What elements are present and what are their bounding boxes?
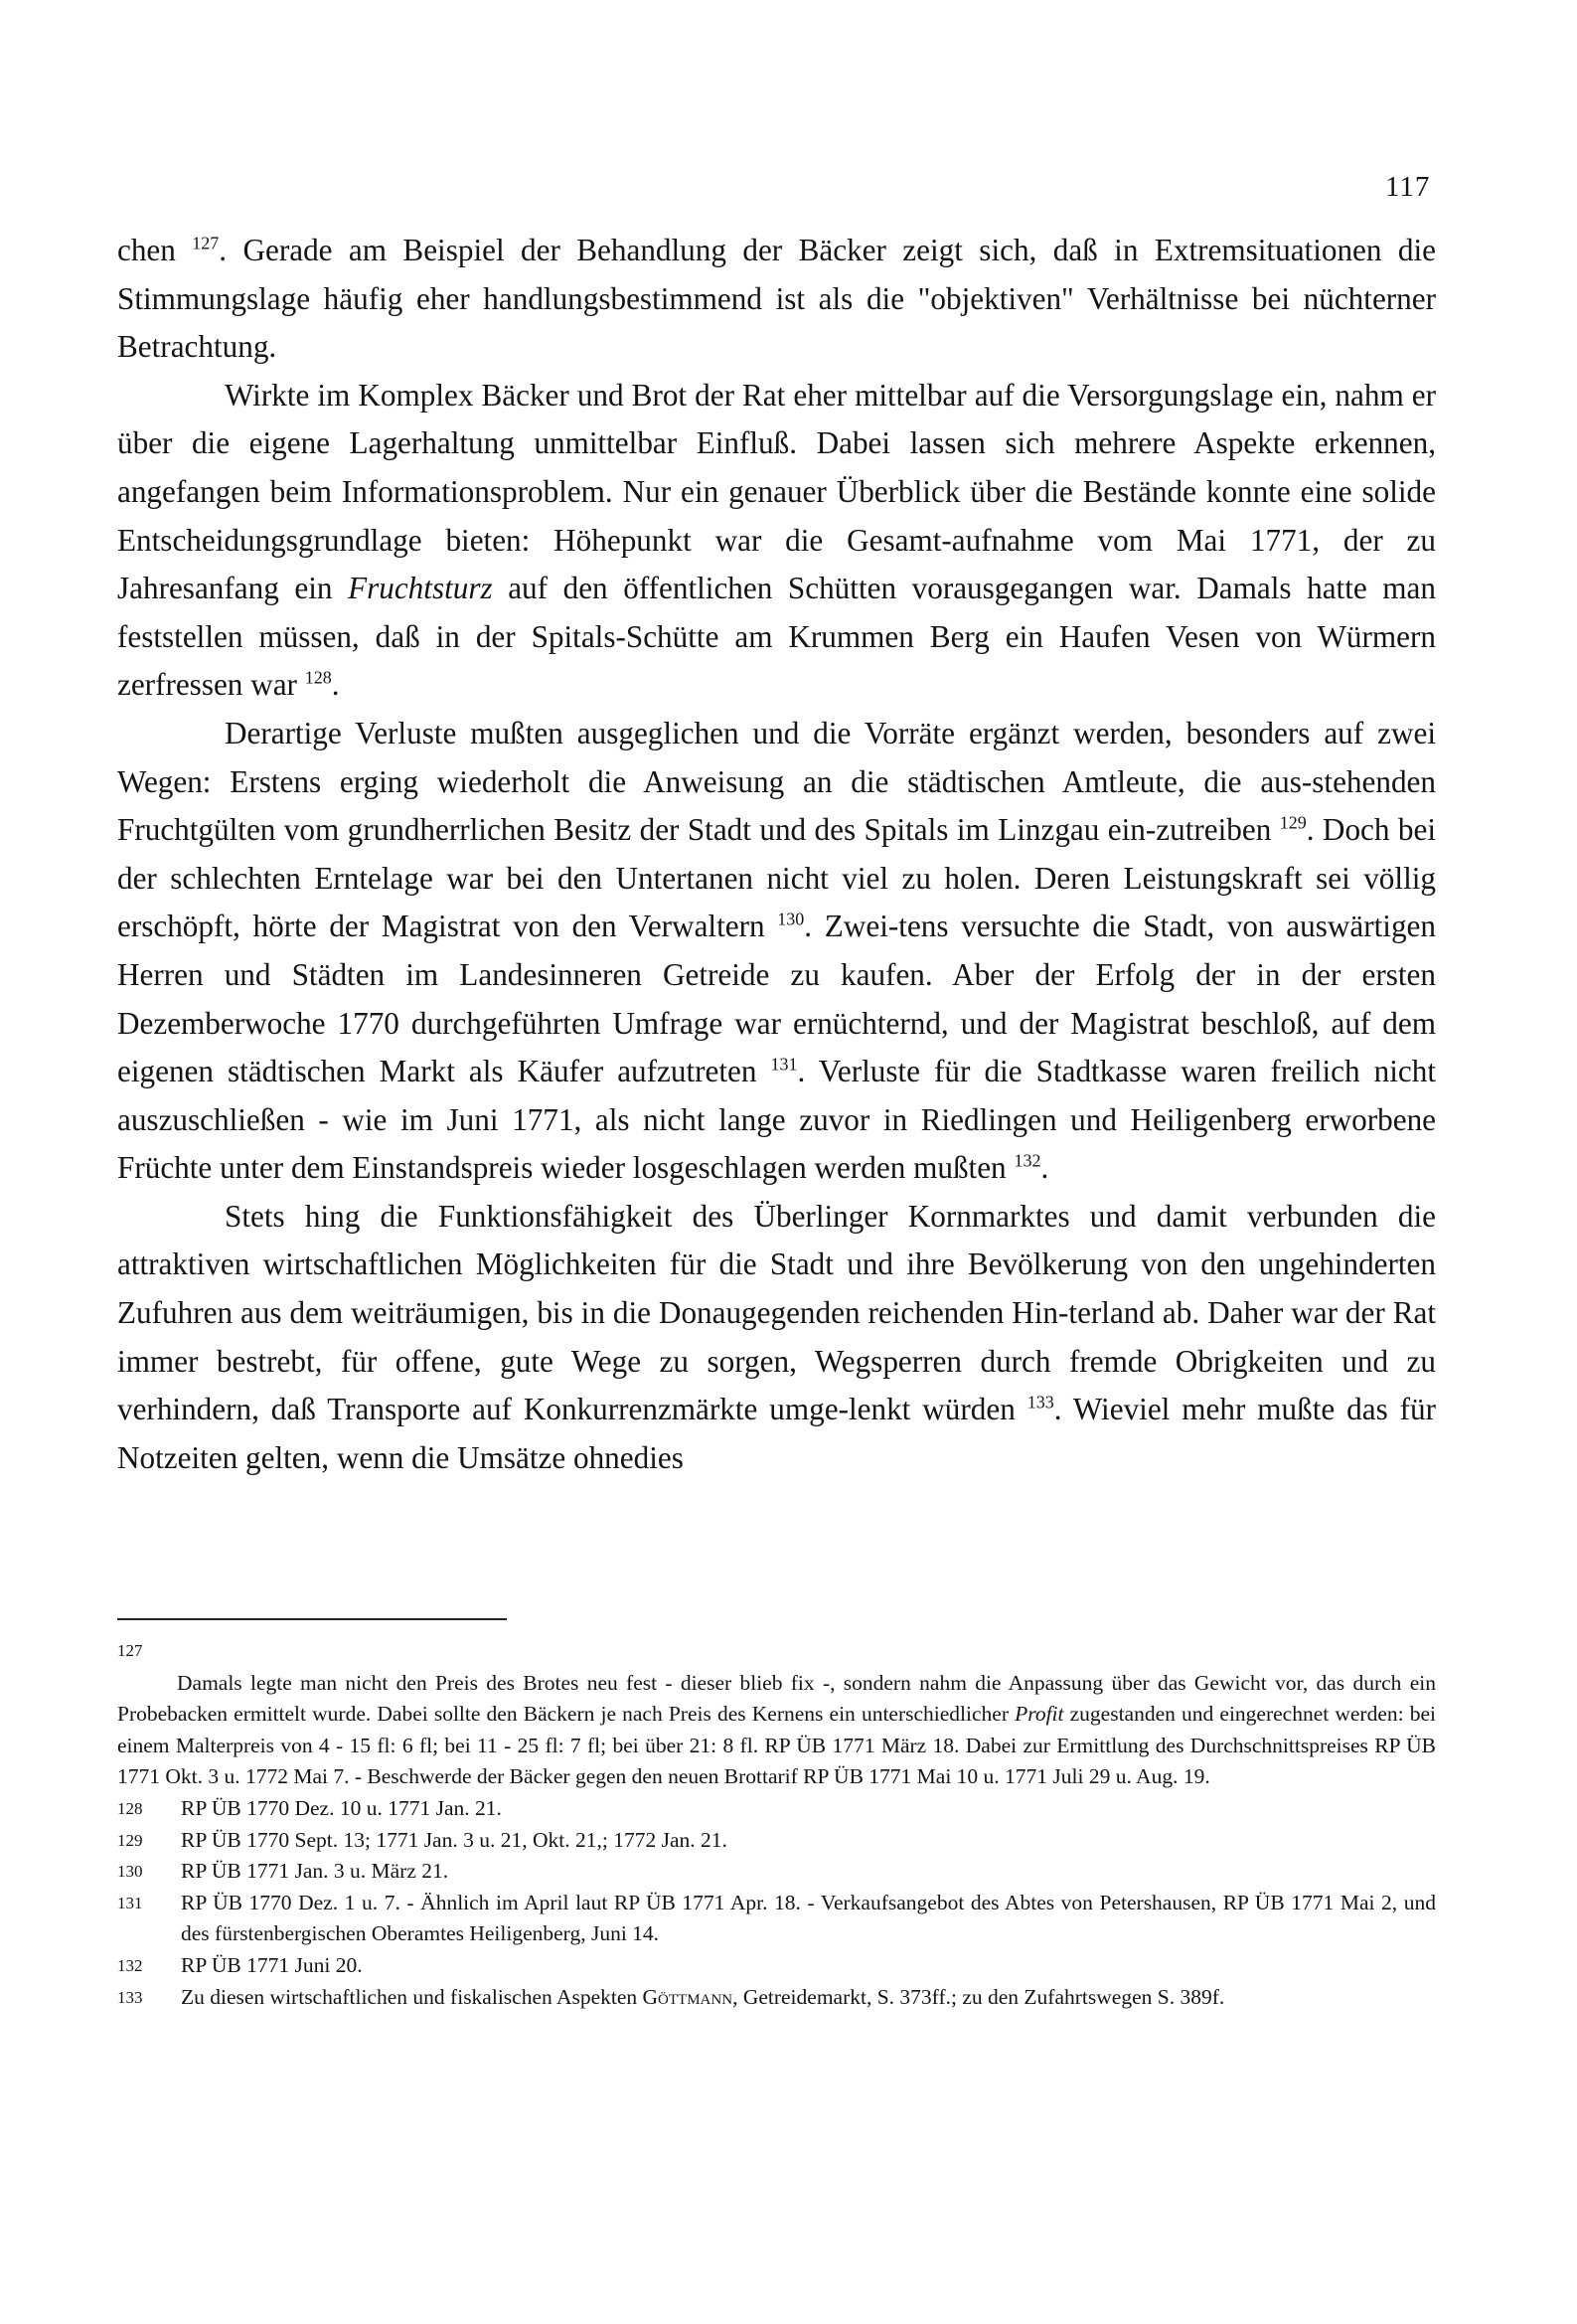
footnote-ref-133: 133 — [1026, 1392, 1054, 1412]
footnote-ref-128: 128 — [304, 667, 332, 688]
footnote-text: Damals legte man nicht den Preis des Brotes neu fest - dieser blieb fix -, sondern nahm die Anpassung über das Gewicht vor, das durch ein Probebacken ermittelt wurde. Dabei sollte den Bäckern je nach Preis des Kernens ein unterschiedlicher Profit zugestanden und eingerechnet werden: bei einem Malterpreis von 4 - 15 fl: 6 fl; bei 11 - 25 fl: 7 fl; bei über 21: 8 fl. RP ÜB 1771 März 18. Dabei zur Ermittlung des Durchschnittspreises RP ÜB 1771 Okt. 3 u. 1772 Mai 7. - Beschwerde der Bäcker gegen den neuen Brottarif RP ÜB 1771 Mai 10 u. 1771 Juli 29 u. Aug. 19. — [117, 1670, 1437, 1789]
footnote-ref-130: 130 — [777, 909, 805, 929]
footnote-ref-131: 131 — [770, 1054, 798, 1075]
paragraph-2: Wirkte im Komplex Bäcker und Brot der Rat eher mittelbar auf die Versorgungslage ein, nahm er über die eigene Lagerhaltung unmittelbar Einfluß. Dabei lassen sich mehrere Aspekte erkennen, angefangen beim Informationsproblem. Nur ein genauer Überblick über die Bestände konnte eine solide Entscheidungsgrundlage bieten: Höhepunkt war die Gesamt-aufnahme vom Mai 1771, der zu Jahresanfang ein Fruchtsturz auf den öffentlichen Schütten vorausgegangen war. Damals hatte man feststellen müssen, daß in der Spitals-Schütte am Krummen Berg ein Haufen Vesen von Würmern zerfressen war $^{128}$. — [117, 377, 1436, 703]
footnote-129 — [117, 1825, 1436, 1857]
footnote-133 — [117, 1982, 1436, 2014]
footnote-number: 127 — [117, 1641, 143, 1660]
footnotes — [117, 1635, 1436, 2013]
footnote-number: 128 — [117, 1798, 143, 1818]
footnote-text: RP ÜB 1771 Juni 20. — [181, 1952, 363, 1977]
footnote-number: 129 — [117, 1830, 143, 1850]
paragraph-4: Stets hing die Funktionsfähigkeit des Überlinger Kornmarktes und damit verbunden die attraktiven wirtschaftlichen Möglichkeiten für die Stadt und ihre Bevölkerung von den ungehinderten Zufuhren aus dem weiträumigen, bis in die Donaugegenden reichenden Hin-terland ab. Daher war der Rat immer bestrebt, für offene, gute Wege zu sorgen, Wegsperren durch fremde Obrigkeiten und zu verhindern, daß Transporte auf Konkurrenzmärkte umge-lenkt würden $^{133}$. Wieviel mehr mußte das für Notzeiten gelten, wenn die Umsätze ohnedies — [117, 1198, 1436, 1475]
footnote-number: 132 — [117, 1955, 143, 1975]
footnote-131 — [117, 1888, 1436, 1950]
footnote-ref-129: 129 — [1279, 812, 1307, 833]
footnote-132 — [117, 1950, 1436, 1982]
footnote-ref-127: 127 — [192, 233, 220, 253]
footnote-text: Zu diesen wirtschaftlichen und fiskalischen Aspekten Göttmann, Getreidemarkt, S. 373ff.; zu den Zufahrtswegen S. 389f. — [181, 1984, 1225, 2009]
footnote-128 — [117, 1793, 1436, 1825]
footnote-number: 133 — [117, 1987, 143, 2007]
paragraph-1: chen $^{127}$. Gerade am Beispiel der Behandlung der Bäcker zeigt sich, daß in Extremsituationen die Stimmungslage häufig eher handlungsbestimmend ist als die "objektiven" Verhältnisse bei nüchterner Betrachtung. — [117, 233, 1436, 365]
main-text — [117, 227, 1436, 1482]
footnote-130 — [117, 1856, 1436, 1888]
footnote-text: RP ÜB 1771 Jan. 3 u. März 21. — [181, 1859, 449, 1884]
footnote-separator — [117, 1618, 507, 1620]
author-name: Göttmann — [642, 1984, 733, 2009]
page-number: 117 — [1385, 171, 1431, 203]
footnote-number: 130 — [117, 1862, 143, 1882]
footnote-text: RP ÜB 1770 Dez. 10 u. 1771 Jan. 21. — [181, 1795, 502, 1820]
footnote-number: 131 — [117, 1893, 143, 1912]
footnote-127 — [117, 1635, 1436, 1793]
paragraph-3: Derartige Verluste mußten ausgeglichen und die Vorräte ergänzt werden, besonders auf zwei Wegen: Erstens erging wiederholt die Anweisung an die städtischen Amtleute, die aus-stehenden Fruchtgülten vom grundherrlichen Besitz der Stadt und des Spitals im Linzgau ein-zutreiben $^{129}$. Doch bei der schlechten Erntelage war bei den Untertanen nicht viel zu holen. Deren Leistungskraft sei völlig erschöpft, hörte der Magistrat von den Verwaltern $^{130}$. Zwei-tens versuchte die Stadt, von auswärtigen Herren und Städten im Landesinneren Getreide zu kaufen. Aber der Erfolg der in der ersten Dezemberwoche 1770 durchgeführten Umfrage war ernüchternd, und der Magistrat beschloß, auf dem eigenen städtischen Markt als Käufer aufzutreten $^{131}$. Verluste für die Stadtkasse waren freilich nicht auszuschließen - wie im Juni 1771, als nicht lange zuvor in Riedlingen und Heiligenberg erworbene Früchte unter dem Einstandspreis wieder losgeschlagen werden mußten $^{132}$. — [117, 715, 1436, 1186]
footnote-text: RP ÜB 1770 Dez. 1 u. 7. - Ähnlich im April laut RP ÜB 1771 Apr. 18. - Verkaufsangebot des Abtes von Petershausen, RP ÜB 1771 Mai 2, und des fürstenbergischen Oberamtes Heiligenberg, Juni 14. — [181, 1890, 1436, 1946]
footnote-ref-132: 132 — [1014, 1150, 1041, 1171]
footnote-text: RP ÜB 1770 Sept. 13; 1771 Jan. 3 u. 21, Okt. 21,; 1772 Jan. 21. — [181, 1827, 727, 1852]
